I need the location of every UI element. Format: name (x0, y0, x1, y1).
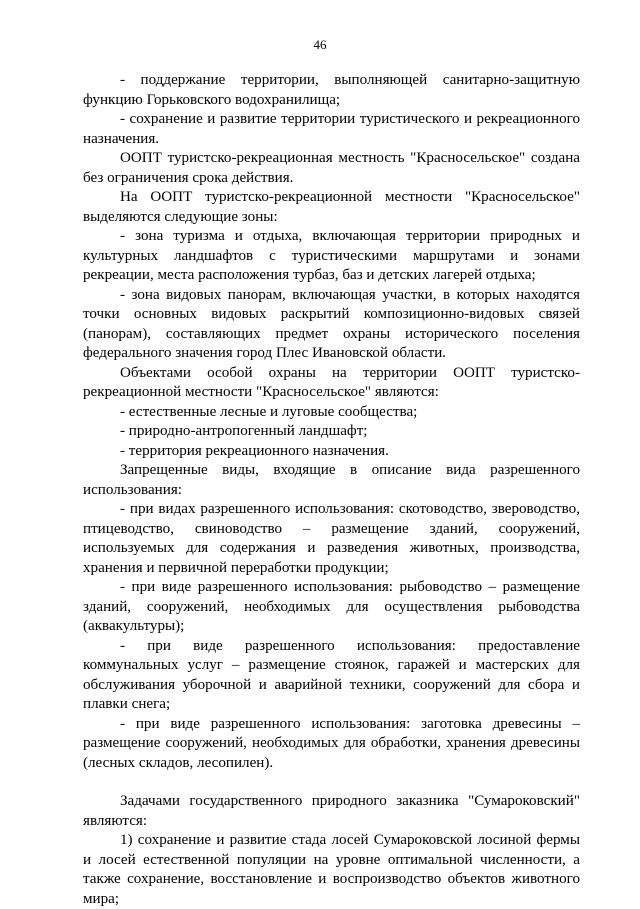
paragraph: - при виде разрешенного использования: предоставление коммунальных услуг – размещение стоянок, гаражей и мастерских для обслуживания уборочной и аварийной техники, сооружений для сбора и плавки снега; (83, 637, 580, 712)
paragraph: Задачами государственного природного заказника "Сумароковский" являются: (83, 793, 580, 829)
paragraph: - сохранение и развитие территории туристического и рекреационного назначения. (83, 111, 580, 147)
paragraph: Запрещенные виды, входящие в описание вида разрешенного использования: (83, 462, 580, 498)
paragraph: - зона видовых панорам, включающая участки, в которых находятся точки основных видовых раскрытий композиционно-видовых связей (панорам), составляющих предмет охраны исторического поселения федерального значения город Плес Ивановской области. (83, 286, 580, 361)
page-number: 46 (313, 37, 327, 52)
paragraph: - зона туризма и отдыха, включающая территории природных и культурных ландшафтов с туристическими маршрутами и зонами рекреации, места расположения турбаз, баз и детских лагерей отдыха; (83, 228, 580, 283)
paragraph: Объектами особой охраны на территории ООПТ туристско-рекреационной местности "Красносельское" являются: (83, 364, 580, 400)
paragraph: - при виде разрешенного использования: заготовка древесины – размещение сооружений, необходимых для обработки, хранения древесины (лесных складов, лесопилен). (83, 715, 580, 771)
paragraph: ООПТ туристско-рекреационная местность "Красносельское" создана без ограничения срока действия. (83, 150, 580, 186)
document-body (83, 71, 580, 909)
paragraph: - естественные лесные и луговые сообщества; (120, 403, 418, 420)
paragraph: - природно-антропогенный ландшафт; (120, 423, 368, 439)
paragraph: - при виде разрешенного использования: рыбоводство – размещение зданий, сооружений, необходимых для осуществления рыбоводства (аквакультуры); (83, 579, 580, 634)
paragraph: 1) сохранение и развитие стада лосей Сумароковской лосиной фермы и лосей естественной популяции на уровне оптимальной численности, а также сохранение, восстановление и воспроизводство объектов животного мира; (83, 832, 580, 907)
paragraph: - поддержание территории, выполняющей санитарно-защитную функцию Горьковского водохранилища; (83, 72, 580, 108)
paragraph: - при видах разрешенного использования: скотоводство, звероводство, птицеводство, свиноводство – размещение зданий, сооружений, используемых для содержания и разведения животных, производства, хранения и первичной переработки продукции; (83, 501, 580, 576)
paragraph: На ООПТ туристско-рекреационной местности "Красносельское" выделяются следующие зоны: (83, 189, 580, 225)
paragraph: - территория рекреационного назначения. (120, 442, 389, 459)
